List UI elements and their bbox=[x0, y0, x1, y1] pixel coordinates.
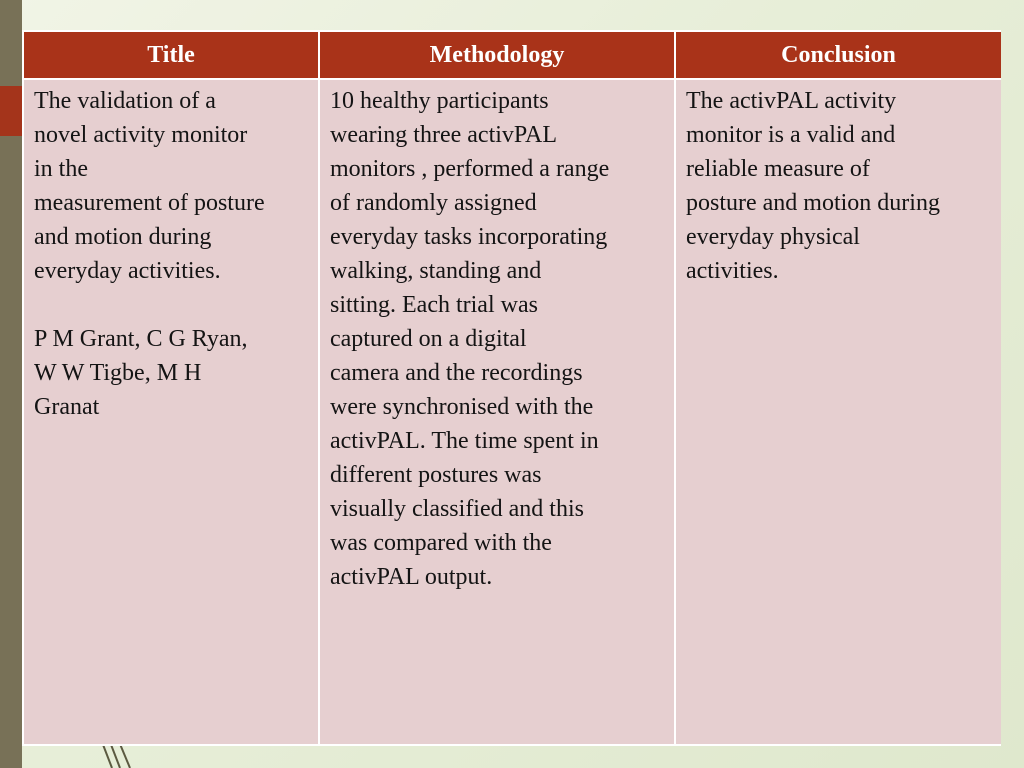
header-methodology: Methodology bbox=[320, 32, 674, 78]
header-title: Title bbox=[24, 32, 318, 78]
slide-table-container bbox=[22, 30, 1001, 746]
cell-conclusion: The activPAL activity monitor is a valid and reliable measure of posture and motion during everyday physical activities. bbox=[676, 80, 1001, 744]
table-header-row bbox=[24, 32, 1001, 78]
header-conclusion: Conclusion bbox=[676, 32, 1001, 78]
left-accent-bar bbox=[0, 86, 22, 136]
cell-title: The validation of a novel activity monitor in the measurement of posture and motion during everyday activities. P M Grant, C G Ryan, W W Tigbe, M H Granat bbox=[24, 80, 318, 744]
cell-methodology: 10 healthy participants wearing three activPAL monitors , performed a range of randomly assigned everyday tasks incorporating walking, standing and sitting. Each trial was captured on a digital camera and the recordings were synchronised with the activPAL. The time spent in different postures was visually classified and this was compared with the activPAL output. bbox=[320, 80, 674, 744]
comparison-table bbox=[22, 30, 1003, 746]
table-row bbox=[24, 80, 1001, 744]
